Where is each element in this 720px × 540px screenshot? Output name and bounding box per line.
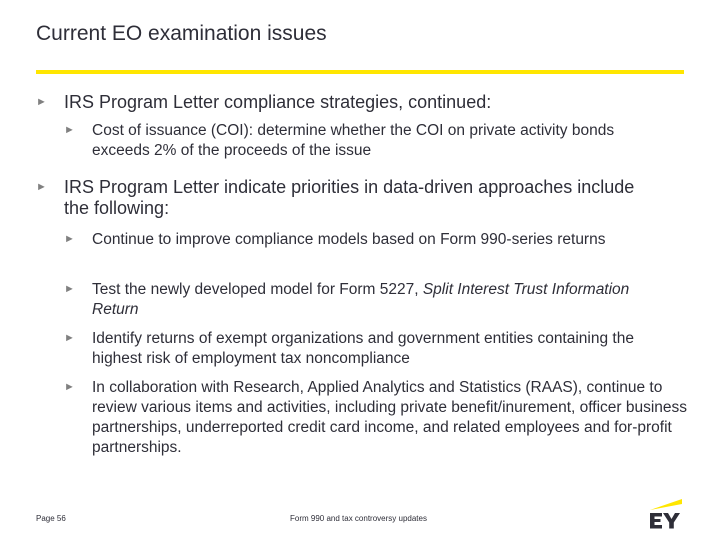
bullet-2-sub-4 (64, 378, 694, 458)
bullet-2-sub-2-plain: Test the newly developed model for Form 5227, (92, 281, 423, 298)
bullet-arrow-icon: ► (64, 233, 75, 245)
bullet-2-sub-4-text: In collaboration with Research, Applied Analytics and Statistics (RAAS), continue to review various items and activities, including private benefit/inurement, officer business partnerships, underreported credit card income, and related employees and for-profit partnerships. (92, 379, 688, 456)
bullet-2 (36, 177, 656, 219)
bullet-2-sub-1-text: Continue to improve compliance models based on Form 990-series returns (92, 231, 606, 248)
bullet-2-sub-3 (64, 329, 664, 369)
bullet-2-sub-2-italic: Split Interest Trust Information Return (92, 281, 630, 318)
page-number: Page 56 (36, 514, 66, 523)
bullet-2-text: IRS Program Letter indicate priorities in data-driven approaches include the following: (64, 177, 635, 218)
bullet-2-sub-3-text: Identify returns of exempt organizations and government entities containing the highest risk of employment tax noncompliance (92, 330, 634, 367)
bullet-2-sub-1 (64, 230, 664, 250)
bullet-1-sub-1 (64, 121, 664, 161)
bullet-arrow-icon: ► (64, 381, 75, 393)
bullet-arrow-icon: ► (64, 124, 75, 136)
bullet-1-text: IRS Program Letter compliance strategies, continued: (64, 92, 492, 112)
footer-title: Form 990 and tax controversy updates (290, 514, 427, 523)
title-underline (36, 70, 684, 74)
slide-title: Current EO examination issues (36, 22, 327, 45)
bullet-arrow-icon: ► (64, 332, 75, 344)
ey-logo-y (663, 513, 680, 529)
bullet-arrow-icon: ► (64, 283, 75, 295)
bullet-2-sub-2 (64, 280, 664, 320)
ey-logo-e (650, 513, 662, 529)
ey-logo-beam (650, 499, 682, 510)
bullet-1-sub-1-text: Cost of issuance (COI): determine whether the COI on private activity bonds exceeds 2% of the proceeds of the issue (92, 122, 615, 159)
bullet-arrow-icon: ► (36, 181, 47, 193)
bullet-2-sub-2-text (92, 280, 664, 320)
ey-logo (648, 498, 684, 530)
bullet-1 (36, 92, 676, 113)
bullet-arrow-icon: ► (36, 96, 47, 108)
